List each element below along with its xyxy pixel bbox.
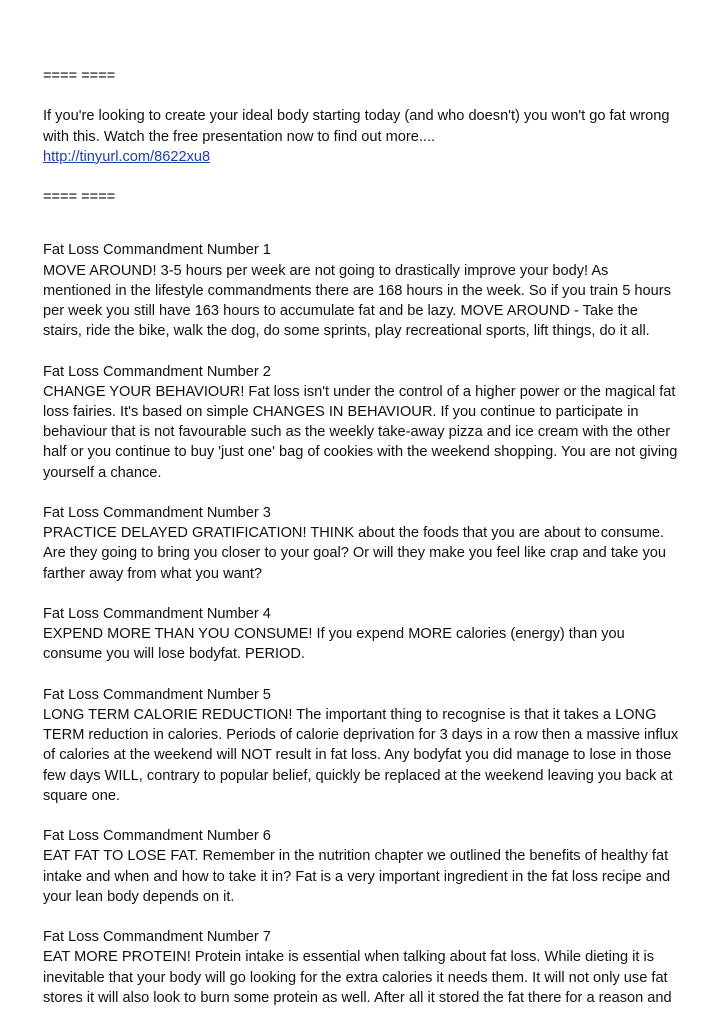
section-line: of calories at the weekend will NOT result in fat loss. Any bodyfat you did manage to lose in those xyxy=(43,747,672,764)
section-line: yourself a chance. xyxy=(43,464,162,481)
spacer xyxy=(43,86,693,106)
section-heading: Fat Loss Commandment Number 4 xyxy=(43,606,271,622)
spacer xyxy=(43,665,693,685)
commandment-section-4 xyxy=(43,604,693,665)
intro-line: with this. Watch the free presentation now to find out more.... xyxy=(43,128,436,145)
spacer xyxy=(43,341,693,361)
section-line: half or you continue to buy 'just one' bag of cookies with the weekend shopping. You are not giving xyxy=(43,444,678,461)
spacer xyxy=(43,207,693,240)
section-line: TERM reduction in calories. Periods of calorie deprivation for 3 days in a row then a massive influx xyxy=(43,727,679,744)
section-line: square one. xyxy=(43,787,121,804)
section-line: MOVE AROUND! 3-5 hours per week are not going to drastically improve your body! As xyxy=(43,262,609,279)
section-line: loss fairies. It's based on simple CHANGES IN BEHAVIOUR. If you continue to participate in xyxy=(43,404,639,420)
intro-paragraph xyxy=(43,106,693,167)
section-heading: Fat Loss Commandment Number 5 xyxy=(43,686,271,703)
section-line: CHANGE YOUR BEHAVIOUR! Fat loss isn't under the control of a higher power or the magical fat xyxy=(43,383,676,400)
section-line: stores it will also look to burn some protein as well. After all it stored the fat there for a reason and xyxy=(43,989,672,1006)
promo-link[interactable]: http://tinyurl.com/8622xu8 xyxy=(43,148,211,165)
divider-bottom: ==== ==== xyxy=(43,189,116,206)
commandment-section-2 xyxy=(43,362,693,483)
divider-top: ==== ==== xyxy=(43,68,116,84)
section-line: PRACTICE DELAYED GRATIFICATION! THINK about the foods that you are about to consume. xyxy=(43,525,665,542)
commandment-section-6 xyxy=(43,826,693,907)
section-heading: Fat Loss Commandment Number 6 xyxy=(43,828,271,845)
section-line: behaviour that is not favourable such as the weekly take-away pizza and ice cream with the other xyxy=(43,424,671,441)
spacer xyxy=(43,806,693,826)
document-page xyxy=(43,66,693,1008)
commandment-section-7 xyxy=(43,927,693,1008)
section-heading: Fat Loss Commandment Number 3 xyxy=(43,505,271,521)
spacer xyxy=(43,584,693,604)
section-line: per week you still have 163 hours to accumulate fat and be lazy. MOVE AROUND - Take the xyxy=(43,303,638,319)
section-line: LONG TERM CALORIE REDUCTION! The important thing to recognise is that it takes a LONG xyxy=(43,707,657,723)
section-heading: Fat Loss Commandment Number 2 xyxy=(43,363,271,380)
section-heading: Fat Loss Commandment Number 7 xyxy=(43,929,271,946)
section-line: EXPEND MORE THAN YOU CONSUME! If you expend MORE calories (energy) than you xyxy=(43,626,625,643)
section-line: stairs, ride the bike, walk the dog, do some sprints, play recreational sports, lift things, do it all. xyxy=(43,323,650,340)
intro-line: If you're looking to create your ideal body starting today (and who doesn't) you won't go fat wrong xyxy=(43,108,670,125)
section-line: inevitable that your body will go looking for the extra calories it needs them. It will not only use fat xyxy=(43,969,668,986)
section-line: farther away from what you want? xyxy=(43,565,263,582)
section-line: EAT MORE PROTEIN! Protein intake is essential when talking about fat loss. While dieting it is xyxy=(43,949,655,966)
section-heading: Fat Loss Commandment Number 1 xyxy=(43,242,271,259)
section-line: consume you will lose bodyfat. PERIOD. xyxy=(43,646,305,663)
spacer xyxy=(43,483,693,503)
spacer xyxy=(43,167,693,187)
section-line: EAT FAT TO LOSE FAT. Remember in the nutrition chapter we outlined the benefits of healthy fat xyxy=(43,848,669,865)
section-line: few days WILL, contrary to popular belief, quickly be replaced at the weekend leaving you back at xyxy=(43,767,673,784)
commandment-section-3 xyxy=(43,503,693,584)
section-line: Are they going to bring you closer to your goal? Or will they make you feel like crap and take you xyxy=(43,545,666,562)
section-line: mentioned in the lifestyle commandments there are 168 hours in the week. So if you train 5 hours xyxy=(43,282,671,299)
section-line: your lean body depends on it. xyxy=(43,888,235,905)
spacer xyxy=(43,907,693,927)
commandment-section-1 xyxy=(43,240,693,341)
section-line: intake and when and how to take it in? Fat is a very important ingredient in the fat loss recipe and xyxy=(43,868,671,885)
commandment-section-5 xyxy=(43,685,693,806)
